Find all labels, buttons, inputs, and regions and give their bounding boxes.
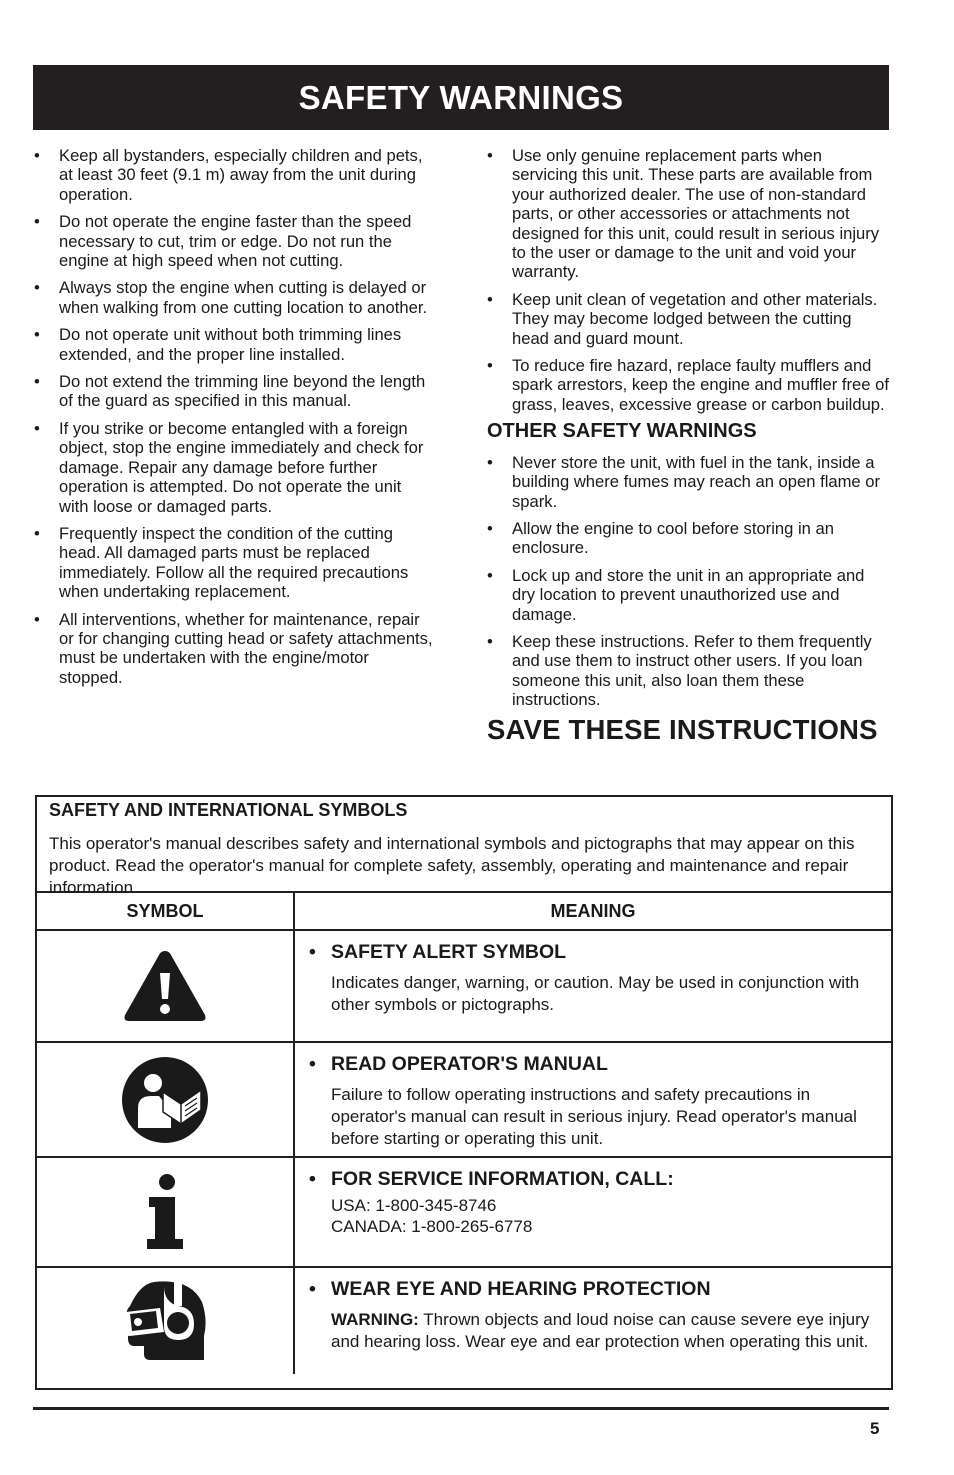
list-item: • Lock up and store the unit in an appropriate and dry location to prevent unauthorized use and damage. — [487, 565, 865, 624]
right-bullet-list — [487, 146, 892, 414]
symbol-description: Indicates danger, warning, or caution. May be used in conjunction with other symbols or pictographs. — [331, 973, 860, 1014]
symbols-heading: SAFETY AND INTERNATIONAL SYMBOLS — [49, 800, 408, 820]
warning-label: WARNING: — [331, 1310, 419, 1329]
symbol-title: READ OPERATOR'S MANUAL — [331, 1053, 608, 1075]
list-item: • Frequently inspect the condition of the cutting head. All damaged parts must be replaced immediately. Follow all the required precautions when undertaking replacement. — [34, 523, 409, 602]
read-manual-icon — [121, 1056, 209, 1144]
meaning-cell: • WEAR EYE AND HEARING PROTECTION WARNING: Thrown objects and loud noise can cause severe eye injury and hearing loss. Wear eye and ear protection when operating this unit. — [295, 1268, 891, 1374]
list-item: • Keep these instructions. Refer to them frequently and use them to instruct other users. If you loan someone this unit, also loan them these instructions. — [487, 631, 872, 710]
list-item: • If you strike or become entangled with a foreign object, stop the engine immediately and check for damage. Repair any damage before further operation is attempted. Do not operate the unit with loose or damaged parts. — [34, 418, 424, 516]
list-item: • Always stop the engine when cutting is delayed or when walking from one cutting location to another. — [34, 278, 428, 317]
list-item: • All interventions, whether for maintenance, repair or for changing cutting head or safety attachments, must be undertaken with the engine/motor stopped. — [34, 609, 433, 687]
list-item: • Allow the engine to cool before storing in an enclosure. — [487, 518, 834, 558]
other-bullet-list — [487, 453, 892, 710]
list-item: • Do not operate unit without both trimming lines extended, and the proper line installed. — [34, 325, 402, 364]
symbol-description: Failure to follow operating instructions and safety precautions in operator's manual can result in serious injury. Read operator's manual before starting or operating this unit. — [331, 1085, 857, 1148]
meaning-column-header: MEANING — [550, 900, 636, 921]
save-instructions-heading: SAVE THESE INSTRUCTIONS — [487, 713, 878, 745]
symbol-cell — [37, 1158, 295, 1266]
right-column — [487, 146, 892, 745]
safety-alert-icon — [121, 947, 209, 1025]
other-safety-heading: OTHER SAFETY WARNINGS — [487, 420, 757, 443]
symbol-title: WEAR EYE AND HEARING PROTECTION — [331, 1278, 711, 1300]
list-item: • Keep all bystanders, especially children and pets, at least 30 feet (9.1 m) away from the unit during operation. — [34, 146, 423, 204]
meaning-cell: • READ OPERATOR'S MANUAL Failure to follow operating instructions and safety precautions in operator's manual can result in serious injury. Read operator's manual before starting or operating this unit. — [295, 1043, 891, 1156]
page-number: 5 — [870, 1419, 880, 1438]
list-item: • Keep unit clean of vegetation and other materials. They may become lodged between the cutting head and guard mount. — [487, 289, 878, 348]
list-item: • To reduce fire hazard, replace faulty mufflers and spark arrestors, keep the engine and muffler free of grass, leaves, excessive grease or carbon buildup. — [487, 356, 889, 414]
eye-ear-protection-icon — [120, 1276, 210, 1366]
canada-phone: CANADA: 1-800-265-6778 — [331, 1217, 533, 1236]
list-item: • Never store the unit, with fuel in the tank, inside a building where fumes may reach an open flame or spark. — [487, 452, 881, 511]
meaning-cell: • SAFETY ALERT SYMBOL Indicates danger, warning, or caution. May be used in conjunction with other symbols or pictographs. — [295, 931, 891, 1041]
page-title: SAFETY WARNINGS — [298, 78, 624, 116]
info-icon — [145, 1173, 185, 1251]
table-row — [37, 931, 891, 1043]
symbol-cell — [37, 1043, 295, 1156]
usa-phone: USA: 1-800-345-8746 — [331, 1196, 497, 1215]
symbols-header — [37, 797, 891, 897]
symbol-cell — [37, 931, 295, 1041]
table-row — [37, 1043, 891, 1158]
symbol-title: FOR SERVICE INFORMATION, CALL: — [331, 1168, 674, 1190]
title-banner — [33, 65, 889, 130]
left-bullet-list — [34, 146, 434, 687]
list-item: • Do not extend the trimming line beyond the length of the guard as specified in this manual. — [34, 372, 426, 411]
table-header-row — [37, 893, 891, 931]
list-item: • Use only genuine replacement parts when servicing this unit. These parts are available from your authorized dealer. The use of non-standard parts, or other accessories or attachments not designed for this unit, could result in serious injury to the user or damage to the unit and void your warranty. — [487, 146, 880, 282]
table-row — [37, 1268, 891, 1374]
meaning-cell: • FOR SERVICE INFORMATION, CALL: USA: 1-800-345-8746 CANADA: 1-800-265-6778 — [295, 1158, 891, 1266]
symbol-description: WARNING: Thrown objects and loud noise can cause severe eye injury and hearing loss. Wear eye and ear protection when operating this unit. — [331, 1310, 870, 1351]
symbols-table — [35, 795, 893, 1390]
symbol-column-header: SYMBOL — [37, 893, 295, 929]
symbols-description: This operator's manual describes safety and international symbols and pictographs that may appear on this product. Read the operator's manual for complete safety, assembly, operating and maintenance and repair information. — [49, 834, 855, 897]
left-column — [34, 146, 434, 695]
footer-divider — [33, 1407, 889, 1410]
table-row — [37, 1158, 891, 1268]
list-item: • Do not operate the engine faster than the speed necessary to cut, trim or edge. Do not run the engine at high speed when not cutting. — [34, 212, 412, 271]
symbol-cell — [37, 1268, 295, 1374]
symbol-title: SAFETY ALERT SYMBOL — [331, 941, 567, 963]
